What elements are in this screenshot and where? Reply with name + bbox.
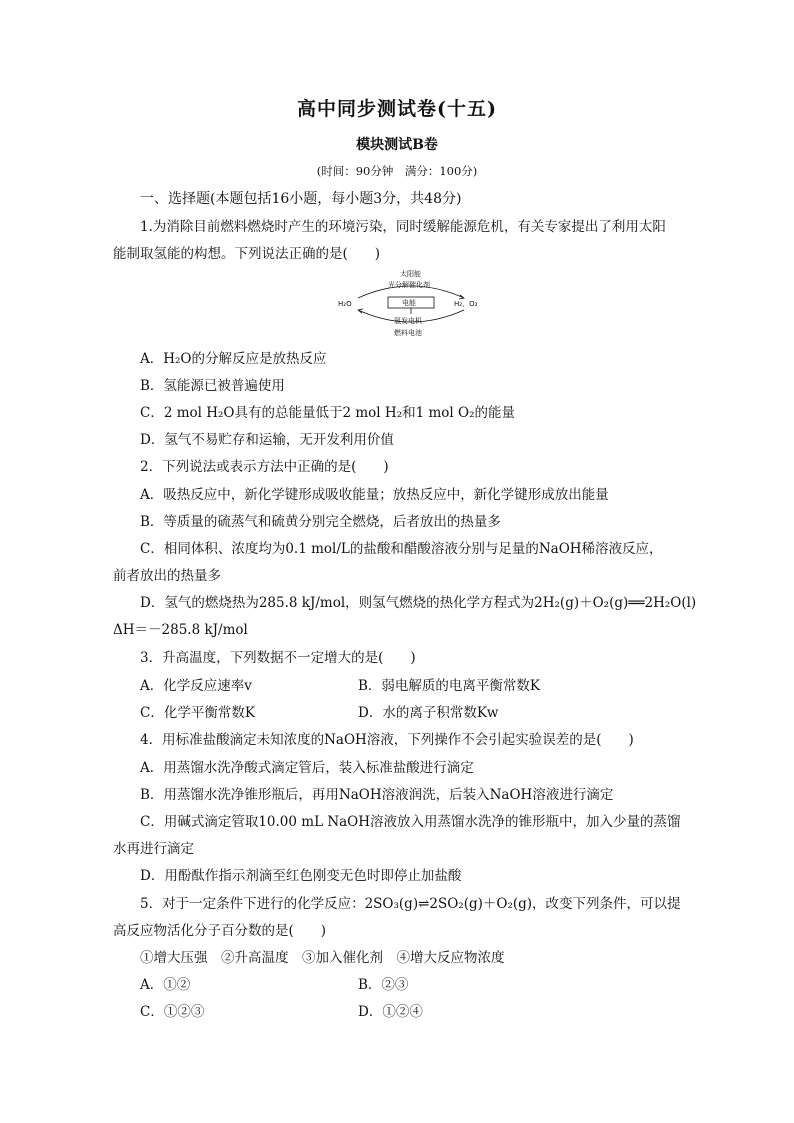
q2-option-d-line1: D．氢气的燃烧热为285.8 kJ/mol，则氢气燃烧的热化学方程式为2H₂(g)＋O₂(g)══2H₂O(l): [140, 595, 697, 611]
q5-option-c: C．①②③: [140, 1004, 205, 1020]
diagram-label-catalyst: 光分解催化剂: [388, 281, 430, 289]
q4-option-c-line2: 水再进行滴定: [113, 841, 194, 857]
section-heading: 一、选择题(本题包括16小题，每小题3分，共48分): [140, 191, 462, 207]
q3-option-d: D．水的离子积常数Kw: [358, 705, 499, 721]
q1-option-b: B．氢能源已被普遍使用: [140, 378, 285, 394]
q2-option-a: A．吸热反应中，新化学键形成吸收能量；放热反应中，新化学键形成放出能量: [140, 487, 609, 503]
q2-option-c-line2: 前者放出的热量多: [113, 568, 221, 584]
q5-conditions: ①增大压强 ②升高温度 ③加入催化剂 ④增大反应物浓度: [140, 950, 505, 966]
q4-option-c-line1: C．用碱式滴定管取10.00 mL NaOH溶液放入用蒸馏水洗净的锥形瓶中，加入少量的蒸馏: [140, 814, 681, 830]
q1-option-c: C．2 mol H₂O具有的总能量低于2 mol H₂和1 mol O₂的能量: [140, 405, 516, 421]
q4-stem: 4．用标准盐酸滴定未知浓度的NaOH溶液，下列操作不会引起实验误差的是( ): [140, 732, 634, 748]
q3-stem: 3．升高温度，下列数据不一定增大的是( ): [140, 650, 416, 666]
q3-option-c: C．化学平衡常数K: [140, 705, 255, 721]
q4-option-a: A．用蒸馏水洗净酸式滴定管后，装入标准盐酸进行滴定: [140, 760, 474, 776]
diagram-label-generator: 氢发电机: [394, 317, 422, 325]
q1-option-a: A．H₂O的分解反应是放热反应: [140, 351, 327, 367]
diagram-label-electric: 电能: [402, 299, 416, 307]
q5-option-a: A．①②: [140, 977, 191, 993]
energy-cycle-diagram: [336, 268, 486, 340]
q5-option-d: D．①②④: [358, 1004, 423, 1020]
page-subtitle: 模块测试B卷: [356, 137, 438, 153]
q5-stem-line1: 5．对于一定条件下进行的化学反应：2SO₃(g)⇌2SO₂(g)＋O₂(g)，改变下列条件，可以提: [140, 896, 681, 912]
diagram-label-fuelcell: 燃料电池: [394, 329, 422, 337]
q1-stem-line1: 1.为消除目前燃料燃烧时产生的环境污染，同时缓解能源危机，有关专家提出了利用太阳: [140, 219, 666, 235]
q2-stem: 2．下列说法或表示方法中正确的是( ): [140, 459, 389, 475]
q1-stem-line2: 能制取氢能的构想。下列说法正确的是( ): [113, 246, 381, 262]
q4-option-d: D．用酚酞作指示剂滴至红色刚变无色时即停止加盐酸: [140, 868, 462, 884]
time-info: (时间：90分钟 满分：100分): [316, 164, 478, 178]
q1-option-d: D．氢气不易贮存和运输，无开发利用价值: [140, 432, 394, 448]
diagram-label-h2o2: H₂、O₂: [454, 300, 478, 308]
q3-option-a: A．化学反应速率v: [140, 678, 252, 694]
q2-option-d-line2: ΔH＝－285.8 kJ/mol: [113, 622, 248, 638]
diagram-label-water: H₂O: [338, 300, 352, 308]
q3-option-b: B．弱电解质的电离平衡常数K: [358, 678, 541, 694]
q4-option-b: B．用蒸馏水洗净锥形瓶后，再用NaOH溶液润洗，后装入NaOH溶液进行滴定: [140, 787, 614, 803]
q5-stem-line2: 高反应物活化分子百分数的是( ): [113, 923, 327, 939]
q2-option-c-line1: C．相同体积、浓度均为0.1 mol/L的盐酸和醋酸溶液分别与足量的NaOH稀溶液反应，: [140, 541, 663, 557]
page-title: 高中同步测试卷(十五): [297, 98, 497, 120]
q5-option-b: B．②③: [358, 977, 409, 993]
diagram-label-solar: 太阳能: [400, 270, 421, 278]
q2-option-b: B．等质量的硫蒸气和硫黄分别完全燃烧，后者放出的热量多: [140, 514, 501, 530]
